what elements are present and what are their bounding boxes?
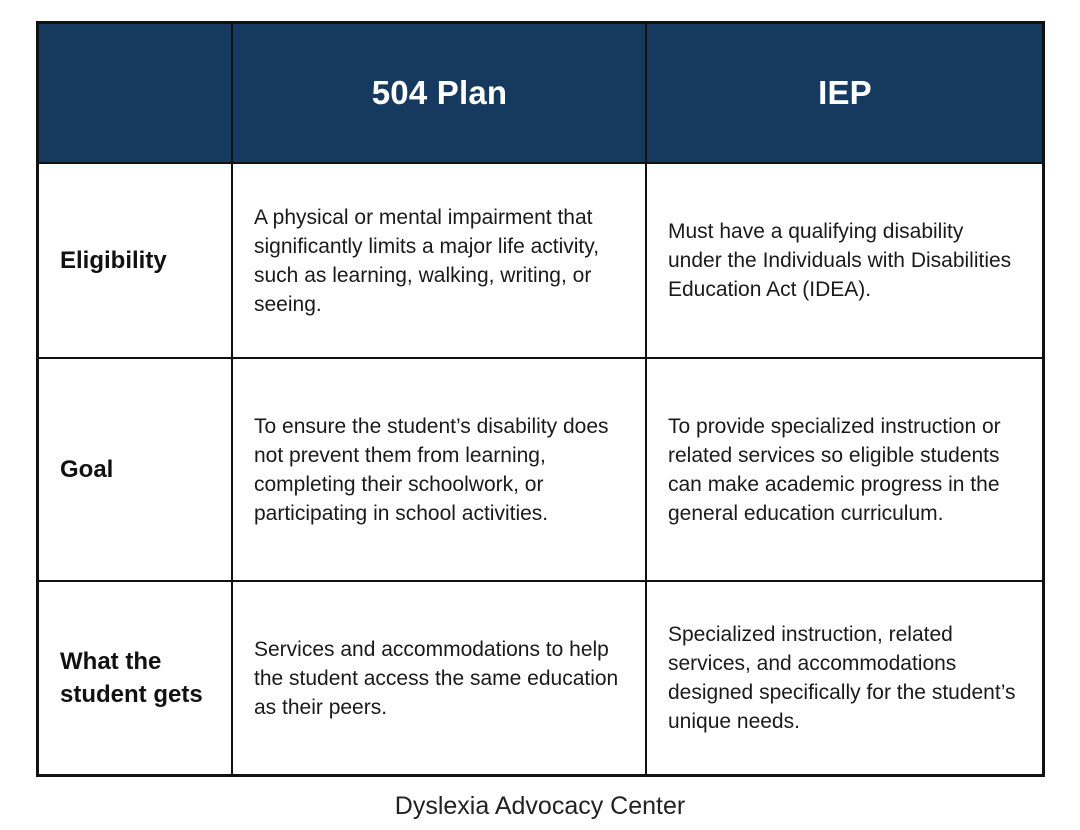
comparison-table [36,21,1045,777]
gets-504-text: Services and accommodations to help the student access the same education as their peers. [233,582,647,774]
goal-504-text: To ensure the student’s disability does not prevent them from learning, completing their schoolwork, or participating in school activities. [233,359,647,582]
eligibility-iep-text: Must have a qualifying disability under the Individuals with Disabilities Education Act (IDEA). [647,164,1042,359]
goal-iep-text: To provide specialized instruction or related services so eligible students can make academic progress in the general education curriculum. [647,359,1042,582]
eligibility-504-text: A physical or mental impairment that significantly limits a major life activity, such as learning, walking, writing, or seeing. [233,164,647,359]
header-iep: IEP [647,24,1042,164]
header-empty-cell [39,24,233,164]
source-caption: Dyslexia Advocacy Center [394,792,686,820]
row-label-goal: Goal [39,359,233,582]
row-label-eligibility: Eligibility [39,164,233,359]
gets-iep-text: Specialized instruction, related services, and accommodations designed specifically for the student’s unique needs. [668,623,1016,733]
header-504-plan: 504 Plan [233,24,647,164]
row-label-what-student-gets [39,582,233,774]
row-label-what-student-gets-text: What the student gets [60,648,203,708]
